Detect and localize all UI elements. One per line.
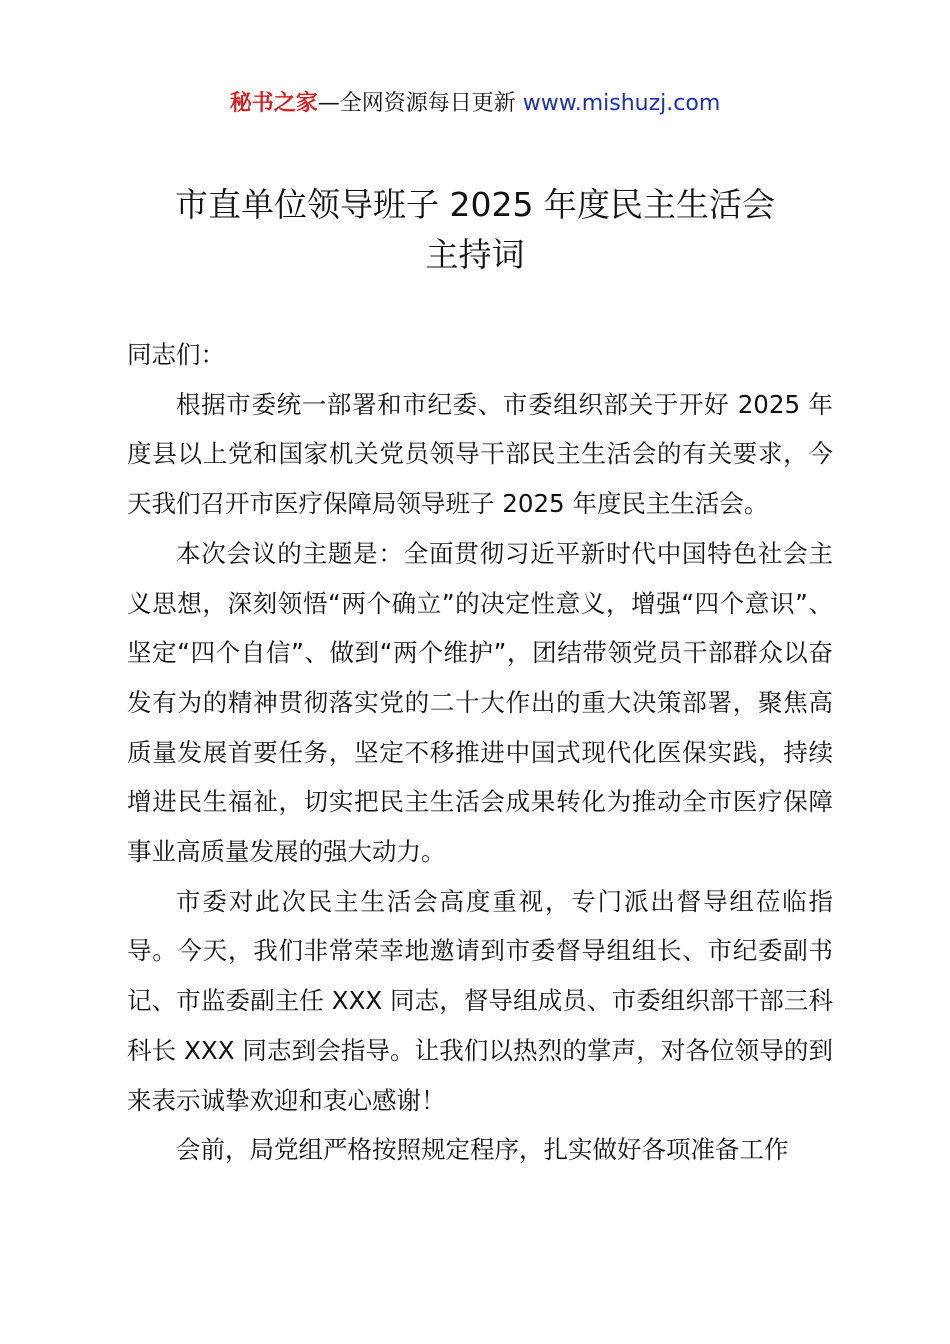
paragraph-2: 本次会议的主题是：全面贯彻习近平新时代中国特色社会主义思想，深刻领悟“两个确立”的决定性意义，增强“四个意识”、坚定“四个自信”、做到“两个维护”，团结带领党员干部群众以奋发有为的精神贯彻落实党的二十大作出的重大决策部署，聚焦高质量发展首要任务，坚定不移推进中国式现代化医保实践，持续增进民生福祉，切实把民主生活会成果转化为推动全市医疗保障事业高质量发展的强大动力。 [127,538,833,867]
site-url-link[interactable]: www.mishuzj.com [522,91,721,116]
site-slogan: —全网资源每日更新 [317,91,516,116]
document-title [80,180,870,280]
site-brand: 秘书之家 [229,91,318,116]
document-body [127,330,833,1175]
paragraph-4: 会前，局党组严格按照规定程序，扎实做好各项准备工作 [176,1135,789,1165]
title-line-2: 主持词 [425,235,525,274]
salutation: 同志们： [127,340,225,369]
paragraph-3: 市委对此次民主生活会高度重视，专门派出督导组莅临指导。今天，我们非常荣幸地邀请到市委督导组组长、市纪委副书记、市监委副主任 XXX 同志，督导组成员、市委组织部干部三科科长 XXX 同志到会指导。让我们以热烈的掌声，对各位领导的到来表示诚挚欢迎和衷心感谢！ [127,886,833,1115]
site-header [0,88,950,120]
paragraph-1: 根据市委统一部署和市纪委、市委组织部关于开好 2025 年度县以上党和国家机关党员领导干部民主生活会的有关要求，今天我们召开市医疗保障局领导班子 2025 年度民主生活会。 [127,389,833,519]
title-line-1: 市直单位领导班子 2025 年度民主生活会 [175,185,775,224]
